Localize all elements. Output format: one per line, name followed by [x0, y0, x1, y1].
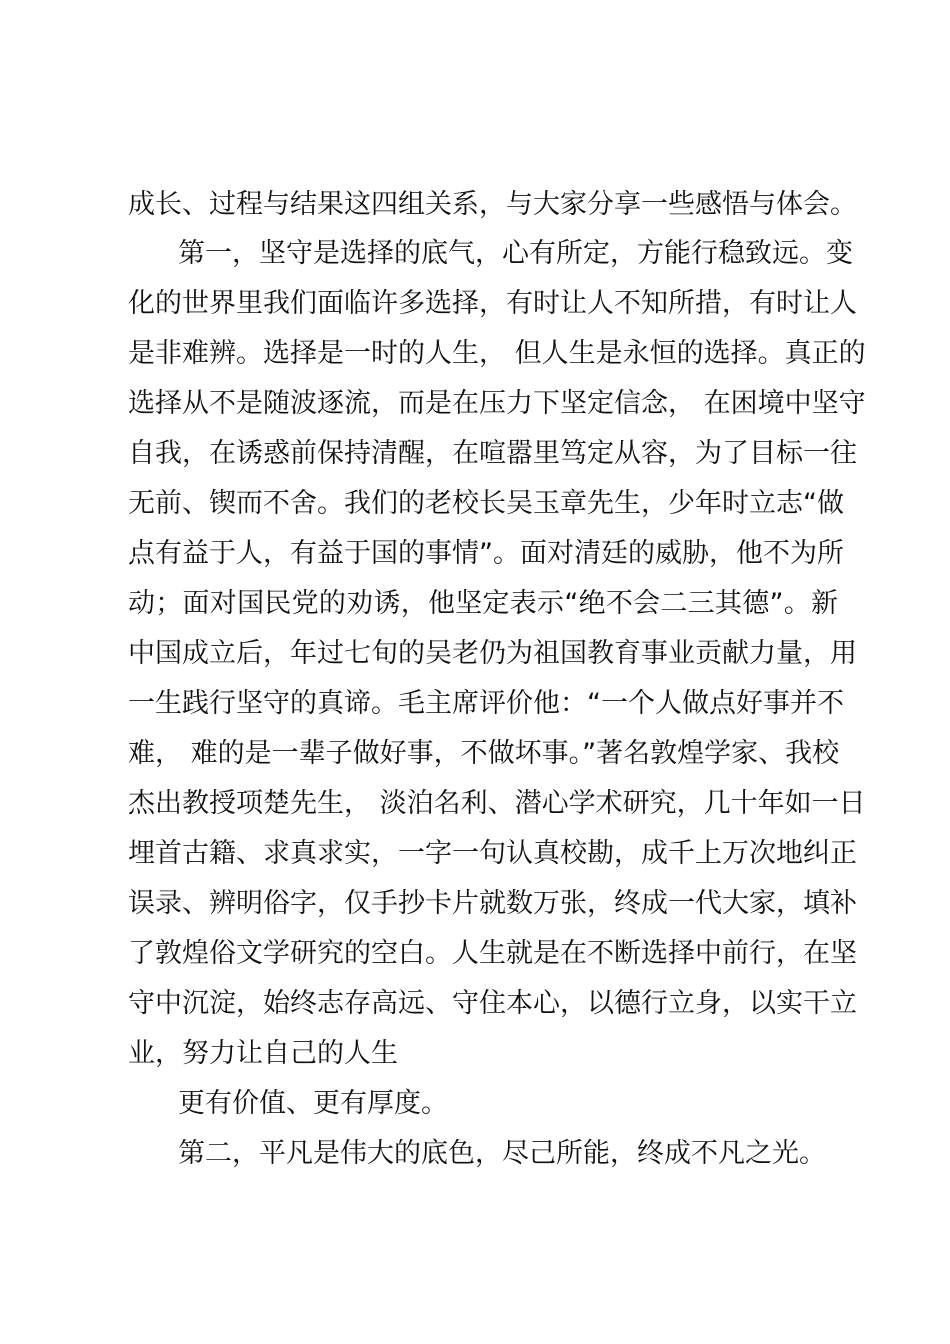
paragraph-start-line: 第二，平凡是伟大的底色，尽己所能，终成不凡之光。	[178, 1138, 826, 1169]
text-line: 了敦煌俗文学研究的空白。人生就是在不断选择中前行，在坚	[128, 938, 857, 969]
text-line: 是非难辨。选择是一时的人生， 但人生是永恒的选择。真正的	[128, 338, 866, 369]
text-line: 杰出教授项楚先生， 淡泊名利、潜心学术研究，几十年如一日	[128, 788, 866, 819]
text-line: 自我，在诱惑前保持清醒，在喧嚣里笃定从容，为了目标一往	[128, 438, 857, 469]
text-line: 无前、锲而不舍。我们的老校长吴玉章先生，少年时立志“做	[128, 488, 844, 519]
text-line: 成长、过程与结果这四组关系，与大家分享一些感悟与体会。	[128, 189, 857, 220]
text-line: 动；面对国民党的劝诱，他坚定表示“绝不会二三其德”。新	[128, 588, 838, 619]
text-line: 点有益于人，有益于国的事情”。面对清廷的威胁，他不为所	[128, 538, 844, 569]
paragraph-start-line: 更有价值、更有厚度。	[178, 1088, 448, 1119]
text-line: 难， 难的是一辈子做好事，不做坏事。”著名敦煌学家、我校	[128, 738, 840, 769]
text-line: 中国成立后，年过七旬的吴老仍为祖国教育事业贡献力量，用	[128, 638, 857, 669]
text-line: 误录、辨明俗字，仅手抄卡片就数万张，终成一代大家，填补	[128, 888, 857, 919]
text-line: 业，努力让自己的人生	[128, 1038, 398, 1069]
text-line: 化的世界里我们面临许多选择，有时让人不知所措，有时让人	[128, 288, 857, 319]
paragraph-start-line: 第一，坚守是选择的底气，心有所定，方能行稳致远。变	[178, 238, 853, 269]
text-line: 守中沉淀，始终志存高远、守住本心，以德行立身，以实干立	[128, 988, 857, 1019]
text-line: 埋首古籍、求真求实，一字一句认真校勘，成千上万次地纠正	[128, 838, 857, 869]
text-line: 选择从不是随波逐流，而是在压力下坚定信念， 在困境中坚守	[128, 388, 866, 419]
text-line: 一生践行坚守的真谛。毛主席评价他：“一个人做点好事并不	[128, 688, 844, 719]
